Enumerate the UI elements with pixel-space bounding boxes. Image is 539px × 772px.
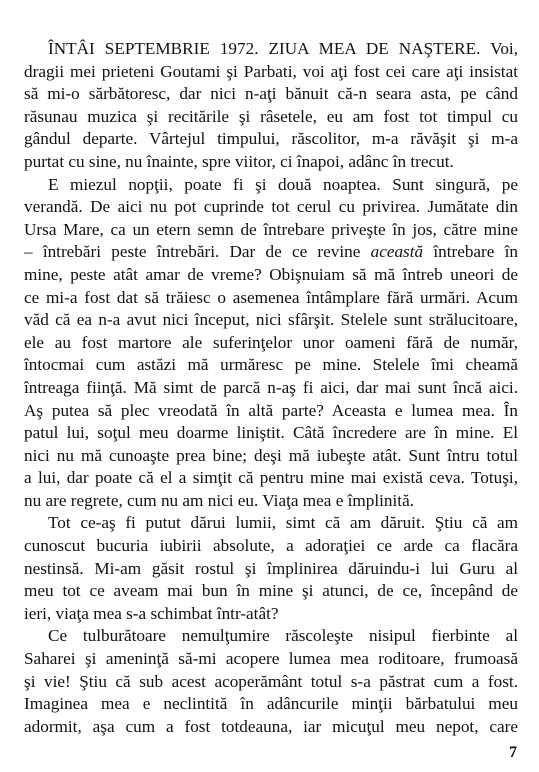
text-line: meu tot ce aveam mai bun în mine şi atunci, de ce, începând de bbox=[24, 581, 518, 601]
text-line: întocmai cum astăzi mă urmăresc pe mine. Stelele îmi cheamă bbox=[24, 355, 518, 375]
text-line: Saharei şi ameninţă să-mi acopere lumea mea roditoare, frumoasă bbox=[24, 649, 518, 669]
text-line: şi vie! Ştiu că sub acest acoperământ totul s-a păstrat cum a fost. bbox=[24, 671, 518, 691]
text-line: nici nu mă cunoaşte prea bine; deşi mă iubeşte atât. Sunt întru totul bbox=[24, 445, 518, 465]
text-line: nu are regrete, cum nu am nici eu. Viaţa mea e împlinită. bbox=[24, 490, 414, 510]
text-line: a lui, dar poate că el a simţit că pentru mine mai există ceva. Totuşi, bbox=[24, 468, 518, 488]
text-line-start: – întrebări peste întrebări. Dar de ce revine bbox=[24, 242, 361, 262]
text-line: ieri, viaţa mea s-a schimbat într-atât? bbox=[24, 603, 279, 623]
body-text bbox=[24, 38, 518, 738]
text-line: verandă. De aici nu pot cuprinde tot cerul cu privirea. Jumătate din bbox=[24, 197, 518, 217]
text-line: întreaga fiinţă. Mă simt de parcă n-aş fi aici, dar mai sunt încă aici. bbox=[24, 377, 518, 397]
text-line: mine, peste atât amar de vreme? Obişnuiam să mă întreb uneori de bbox=[24, 264, 518, 284]
text-line: văd că ea n-a avut nici început, nici sfârşit. Stelele sunt strălucitoare, bbox=[24, 310, 518, 330]
text-line: ele au fost martore ale suferinţelor unor oameni fără de număr, bbox=[24, 332, 518, 352]
text-line: Ursa Mare, ca un etern semn de întrebare priveşte în jos, către mine bbox=[24, 219, 518, 239]
text-line: dragii mei prieteni Goutami şi Parbati, voi aţi fost cei care aţi insistat bbox=[24, 61, 518, 81]
text-line: Ce tulburătoare nemulţumire răscoleşte nisipul fierbinte al bbox=[48, 626, 518, 646]
text-line: ce mi-a fost dat să trăiesc o asemenea întâmplare fără urmări. Acum bbox=[24, 287, 518, 307]
text-line: purtat cu sine, nu înainte, spre viitor, ci înapoi, adânc în trecut. bbox=[24, 151, 454, 171]
text-line: adormit, aşa cum a fost totdeauna, iar micuţul meu nepot, care bbox=[24, 716, 518, 736]
text-line: gândul departe. Vârtejul timpului, răscolitor, m-a răvăşit şi m-a bbox=[24, 129, 518, 149]
text-line: Aş putea să plec vreodată în altă parte? Aceasta e lumea mea. În bbox=[24, 400, 518, 420]
text-line: E miezul nopţii, poate fi şi două noaptea. Sunt singură, pe bbox=[48, 174, 518, 194]
text-line: cunoscut bucuria iubirii absolute, a adoraţiei ce arde ca flacăra bbox=[24, 536, 518, 556]
text-line: nestinsă. Mi-am găsit rostul şi împlinirea dăruindu-i lui Guru al bbox=[24, 558, 518, 578]
text-line: ÎNTÂI SEPTEMBRIE 1972. ZIUA MEA DE NAŞTERE. Voi, bbox=[48, 39, 518, 58]
page-number: 7 bbox=[509, 744, 517, 761]
italic-word: această bbox=[370, 242, 424, 262]
text-line: Tot ce-aş fi putut dărui lumii, simt că am dăruit. Ştiu că am bbox=[48, 513, 518, 533]
text-line: să mi-o sărbătoresc, dar nici n-aţi bănuit că-n seara asta, pe când bbox=[24, 84, 518, 104]
text-line: răsunau muzica şi recitările şi râsetele, eu am fost tot timpul cu bbox=[24, 106, 518, 126]
text-line: Imaginea mea e neclintită în adâncurile minţii bărbatului meu bbox=[24, 694, 518, 714]
text-line: patul lui, soţul meu doarme liniştit. Câtă încredere are în mine. El bbox=[24, 423, 518, 443]
text-line-with-italic bbox=[24, 241, 518, 264]
text-line-end: întrebare în bbox=[433, 242, 518, 262]
